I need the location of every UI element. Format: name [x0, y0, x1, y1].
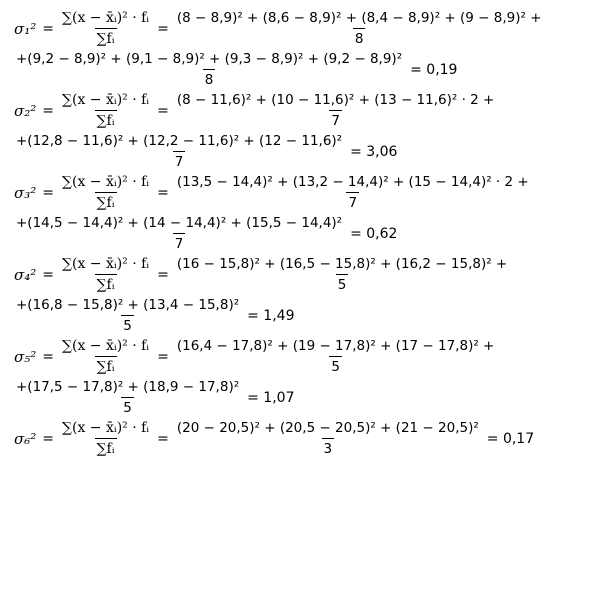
expansion-line1-fraction [175, 92, 497, 129]
equation-continuation [14, 51, 600, 88]
equals-sign: = [42, 20, 54, 37]
variance-result: = 0,17 [486, 430, 535, 447]
expansion-line2-denominator: 5 [121, 315, 134, 334]
expansion-line1-fraction [175, 338, 497, 375]
generic-formula-denominator: ∑fᵢ [95, 274, 117, 293]
equals-sign: = [157, 348, 169, 365]
expansion-line1-fraction [175, 10, 544, 47]
expansion-line2-denominator: 5 [121, 397, 134, 416]
expansion-line2-numerator: +(17,5 − 17,8)² + (18,9 − 17,8)² [16, 379, 240, 395]
generic-formula-numerator: ∑(x − x̄ᵢ)² · fᵢ [62, 338, 150, 354]
expansion-line1-numerator: (20 − 20,5)² + (20,5 − 20,5)² + (21 − 20,5)² [176, 420, 479, 436]
expansion-line1-denominator: 5 [329, 356, 342, 375]
generic-formula-denominator: ∑fᵢ [95, 438, 117, 457]
equation-lhs [14, 266, 36, 284]
variance-result: = 0,62 [350, 225, 398, 242]
generic-formula-denominator: ∑fᵢ [95, 110, 117, 129]
equation-lhs [14, 102, 36, 120]
expansion-line2-numerator: +(16,8 − 15,8)² + (13,4 − 15,8)² [16, 297, 240, 313]
expansion-line1-denominator: 8 [353, 28, 366, 47]
generic-formula-numerator: ∑(x − x̄ᵢ)² · fᵢ [62, 174, 150, 190]
equals-sign: = [157, 184, 169, 201]
variance-result: = 1,49 [247, 307, 295, 324]
equals-sign: = [157, 20, 169, 37]
equals-sign: = [42, 102, 54, 119]
equation-line [14, 10, 600, 47]
generic-formula-fraction [60, 92, 151, 129]
variance-symbol: σ₂² [14, 101, 37, 120]
variance-symbol: σ₄² [14, 265, 37, 284]
expansion-line1-fraction [175, 420, 481, 457]
expansion-line1-fraction [175, 174, 531, 211]
equation-lhs [14, 20, 36, 38]
expansion-line2-numerator: +(9,2 − 8,9)² + (9,1 − 8,9)² + (9,3 − 8,9)² + (9,2 − 8,9)² [16, 51, 403, 67]
expansion-line1-numerator: (8 − 8,9)² + (8,6 − 8,9)² + (8,4 − 8,9)² + (9 − 8,9)² + [176, 10, 542, 26]
variance-result: = 1,07 [247, 389, 295, 406]
equals-sign: = [157, 266, 169, 283]
generic-formula-numerator: ∑(x − x̄ᵢ)² · fᵢ [62, 420, 150, 436]
equation-lhs [14, 184, 36, 202]
generic-formula-fraction [60, 338, 151, 375]
variance-result: = 3,06 [350, 143, 398, 160]
expansion-line1-numerator: (16 − 15,8)² + (16,5 − 15,8)² + (16,2 − 15,8)² + [176, 256, 508, 272]
expansion-line1-denominator: 7 [346, 192, 359, 211]
expansion-line1-denominator: 5 [336, 274, 349, 293]
generic-formula-fraction [60, 256, 151, 293]
expansion-line1-denominator: 7 [329, 110, 342, 129]
equation-line [14, 420, 600, 457]
expansion-line2-denominator: 8 [203, 69, 216, 88]
expansion-line1-numerator: (13,5 − 14,4)² + (13,2 − 14,4)² + (15 − 14,4)² · 2 + [176, 174, 529, 190]
generic-formula-denominator: ∑fᵢ [95, 192, 117, 211]
expansion-line2-fraction [14, 51, 404, 88]
generic-formula-numerator: ∑(x − x̄ᵢ)² · fᵢ [62, 256, 150, 272]
expansion-line1-numerator: (8 − 11,6)² + (10 − 11,6)² + (13 − 11,6)² · 2 + [176, 92, 495, 108]
equation-lhs [14, 430, 36, 448]
equation-continuation [14, 379, 600, 416]
expansion-line2-denominator: 7 [173, 233, 186, 252]
equals-sign: = [42, 348, 54, 365]
variance-symbol: σ₅² [14, 347, 37, 366]
expansion-line2-numerator: +(14,5 − 14,4)² + (14 − 14,4)² + (15,5 − 14,4)² [16, 215, 343, 231]
equation-continuation [14, 297, 600, 334]
equals-sign: = [42, 266, 54, 283]
generic-formula-denominator: ∑fᵢ [95, 356, 117, 375]
expansion-line2-fraction [14, 133, 344, 170]
variance-symbol: σ₆² [14, 429, 37, 448]
generic-formula-numerator: ∑(x − x̄ᵢ)² · fᵢ [62, 10, 150, 26]
equation-line [14, 338, 600, 375]
expansion-line2-denominator: 7 [173, 151, 186, 170]
equals-sign: = [157, 102, 169, 119]
equation-continuation [14, 215, 600, 252]
expansion-line2-fraction [14, 379, 241, 416]
expansion-line2-fraction [14, 297, 241, 334]
expansion-line1-fraction [175, 256, 509, 293]
expansion-line2-fraction [14, 215, 344, 252]
expansion-line1-denominator: 3 [322, 438, 335, 457]
equation-continuation [14, 133, 600, 170]
generic-formula-numerator: ∑(x − x̄ᵢ)² · fᵢ [62, 92, 150, 108]
equation-line [14, 256, 600, 293]
equals-sign: = [42, 184, 54, 201]
generic-formula-fraction [60, 174, 151, 211]
equation-line [14, 92, 600, 129]
equals-sign: = [42, 430, 54, 447]
generic-formula-fraction [60, 10, 151, 47]
generic-formula-denominator: ∑fᵢ [95, 28, 117, 47]
variance-document [14, 10, 600, 461]
equation-line [14, 174, 600, 211]
equals-sign: = [157, 430, 169, 447]
expansion-line1-numerator: (16,4 − 17,8)² + (19 − 17,8)² + (17 − 17,8)² + [176, 338, 495, 354]
variance-symbol: σ₃² [14, 183, 37, 202]
variance-symbol: σ₁² [14, 19, 37, 38]
variance-result: = 0,19 [410, 61, 458, 78]
expansion-line2-numerator: +(12,8 − 11,6)² + (12,2 − 11,6)² + (12 − 11,6)² [16, 133, 343, 149]
generic-formula-fraction [60, 420, 151, 457]
equation-lhs [14, 348, 36, 366]
